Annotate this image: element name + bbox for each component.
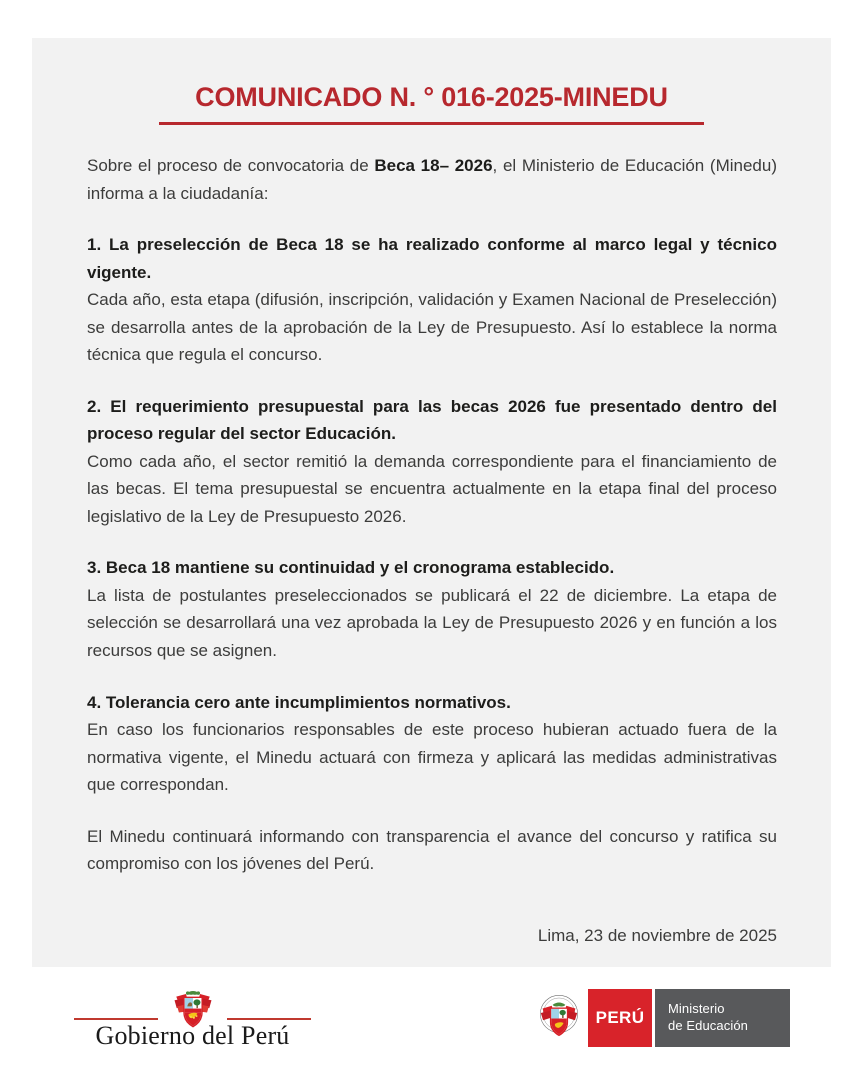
gobierno-del-peru-label: Gobierno del Perú	[95, 1021, 290, 1050]
peru-label: PERÚ	[595, 1008, 645, 1027]
peru-coat-of-arms-icon	[536, 993, 582, 1043]
ministry-label-line2: de Educación	[668, 1018, 748, 1033]
intro-paragraph	[87, 152, 777, 207]
title-underline-rule	[159, 122, 704, 125]
closing-paragraph: El Minedu continuará informando con transparencia el avance del concurso y ratifica su compromiso con los jóvenes del Perú.	[87, 826, 777, 874]
spacer	[87, 665, 777, 689]
page-title: COMUNICADO N. ° 016-2025-MINEDU	[195, 82, 668, 112]
section-3-body: La lista de postulantes preseleccionados se publicará el 22 de diciembre. La etapa de selección se desarrollará una vez aprobada la Ley de Presupuesto 2026 y en función a los recursos que se asignen.	[87, 585, 777, 661]
spacer	[87, 207, 777, 231]
gobierno-del-peru-logo	[70, 987, 315, 1059]
section-2-heading: 2. El requerimiento presupuestal para las becas 2026 fue presentado dentro del proceso regular del sector Educación.	[87, 396, 777, 444]
section-1-heading: 1. La preselección de Beca 18 se ha realizado conforme al marco legal y técnico vigente.	[87, 235, 777, 282]
section-2-body: Como cada año, el sector remitió la demanda correspondiente para el financiamiento de las becas. El tema presupuestal se encuentra actualmente en la etapa final del proceso legislativo de la Ley de Presupuesto 2026.	[87, 451, 777, 526]
logo-rule-left	[74, 1018, 158, 1020]
ministry-label-line1: Ministerio	[668, 1001, 725, 1017]
intro-text-before: Sobre el proceso de convocatoria de	[87, 156, 375, 176]
peru-brand-block	[588, 989, 652, 1047]
section-4-heading: 4. Tolerancia cero ante incumplimientos normativos.	[87, 692, 511, 712]
minedu-emblem-wrap	[530, 989, 588, 1047]
date-line: Lima, 23 de noviembre de 2025	[537, 925, 777, 945]
comunicado-card	[32, 38, 831, 967]
logo-rule-right	[227, 1018, 311, 1020]
title-block	[32, 38, 831, 125]
minedu-logo	[530, 989, 790, 1047]
document-body	[32, 152, 831, 949]
section-4-body: En caso los funcionarios responsables de este proceso hubieran actuado fuera de la normativa vigente, el Minedu actuará con firmeza y aplicará las medidas administrativas que correspondan.	[87, 720, 777, 795]
section-1-body: Cada año, esta etapa (difusión, inscripción, validación y Examen Nacional de Preselección) se desarrolla antes de la aprobación de la Ley de Presupuesto. Así lo establece la norma técnica que regula el concurso.	[87, 290, 777, 365]
spacer	[87, 530, 777, 554]
intro-emphasis-beca18: Beca 18– 2026	[374, 156, 493, 176]
footer-logos	[0, 975, 863, 1080]
spacer	[87, 799, 777, 823]
section-3-heading: 3. Beca 18 mantiene su continuidad y el cronograma establecido.	[87, 558, 615, 578]
spacer	[87, 369, 777, 393]
intro-text-after: , el Ministerio de Educación (Minedu) informa a la ciudadanía:	[87, 156, 778, 203]
ministry-brand-block	[655, 989, 790, 1047]
